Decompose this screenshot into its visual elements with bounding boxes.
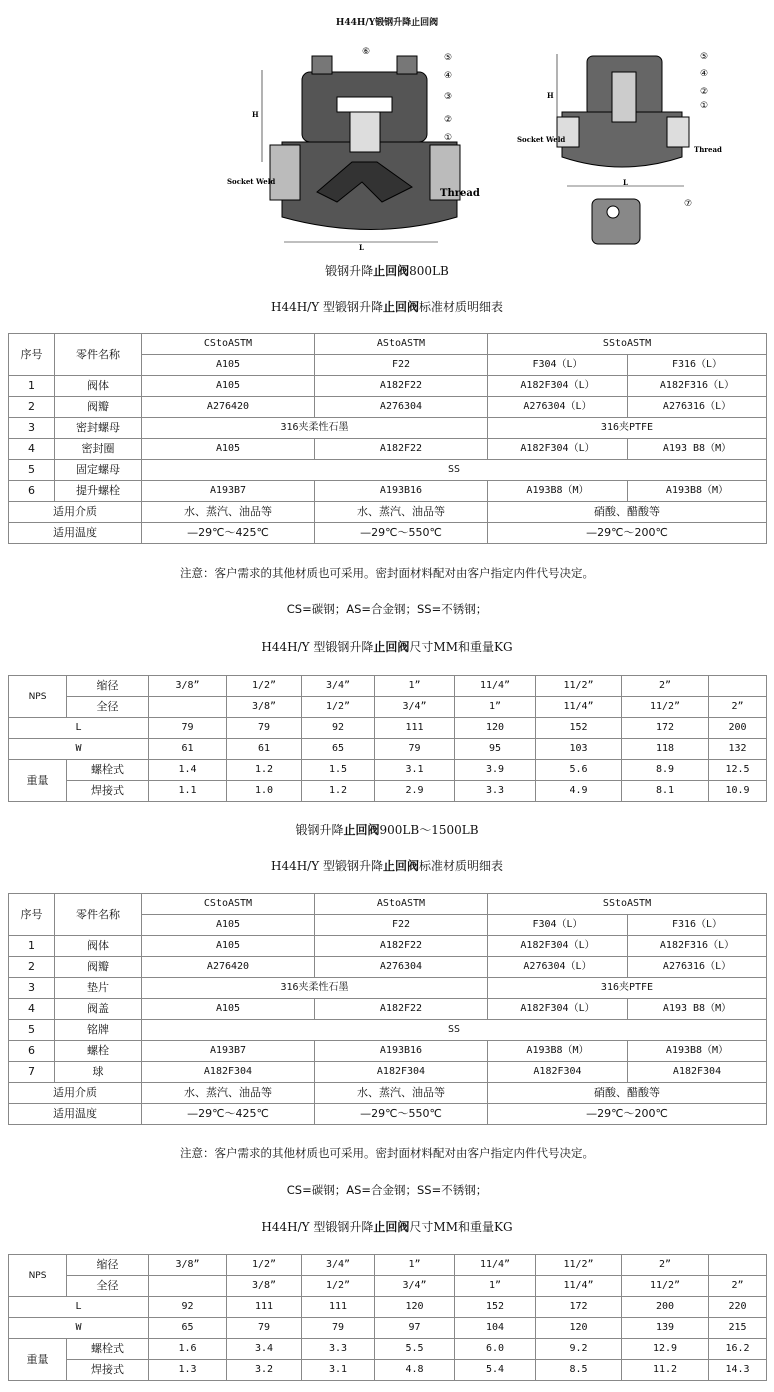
header-cs: CStoASTM (142, 334, 315, 355)
table-cell: 重量 (9, 1339, 67, 1381)
table-cell: A193B8（M） (488, 1041, 628, 1062)
callout-6: ⑥ (362, 47, 371, 57)
text-fragment: 止回阀 (373, 640, 410, 654)
table-cell: A193B8（M） (488, 481, 628, 502)
table-cell: 3.3 (302, 1339, 375, 1360)
table-cell: 7 (9, 1062, 55, 1083)
table-cell: 阀体 (55, 936, 142, 957)
section2-dim-title (0, 1218, 774, 1235)
header-ss-sub2: F316（L） (628, 355, 767, 376)
text-fragment: 尺寸MM和重量KG (409, 640, 513, 654)
table-cell: 水、蒸汽、油品等 (142, 1083, 315, 1104)
table-cell: 全径 (67, 697, 149, 718)
table-cell: 9.2 (536, 1339, 622, 1360)
table-cell: 1” (455, 697, 536, 718)
dim-l-label: L (359, 243, 364, 252)
table-cell: 316夹PTFE (488, 418, 767, 439)
table-cell: 14.3 (709, 1360, 767, 1381)
section2-material-table (8, 893, 767, 1125)
table-cell: 1.2 (302, 781, 375, 802)
table-cell: 10.9 (709, 781, 767, 802)
table-cell: 2” (709, 697, 767, 718)
table-cell: 3.1 (375, 760, 455, 781)
table-cell: A193B8（M） (628, 481, 767, 502)
table-cell: 79 (149, 718, 227, 739)
table-cell: 水、蒸汽、油品等 (315, 502, 488, 523)
table-cell: A193 B8（M） (628, 999, 767, 1020)
table-row (9, 894, 767, 915)
table-cell (709, 676, 767, 697)
table-cell: 2” (622, 1255, 709, 1276)
callout-2-right: ② (700, 87, 709, 97)
table-row (9, 481, 767, 502)
table-cell: 104 (455, 1318, 536, 1339)
table-cell: 1/2” (302, 697, 375, 718)
table-cell: 11/2” (622, 697, 709, 718)
table-cell: 316夹柔性石墨 (142, 978, 488, 999)
table-cell: 1.2 (227, 760, 302, 781)
table-cell: 11/2” (622, 1276, 709, 1297)
table-row (9, 1276, 767, 1297)
dim-l-label-right: L (623, 178, 628, 187)
table-cell: 61 (149, 739, 227, 760)
table-row (9, 676, 767, 697)
table-cell: A193B16 (315, 481, 488, 502)
callout-4: ④ (444, 71, 453, 81)
section2-caption (0, 821, 774, 838)
table-cell: 螺栓式 (67, 760, 149, 781)
table-cell: 79 (302, 1318, 375, 1339)
table-cell: 120 (536, 1318, 622, 1339)
section1-dim-title (0, 638, 774, 655)
table-cell: —29℃～200℃ (488, 1104, 767, 1125)
table-row (9, 739, 767, 760)
text-fragment: H44H/Y 型锻钢升降 (270, 300, 383, 314)
header-as-sub: F22 (315, 355, 488, 376)
text-fragment: 锻钢升降 (325, 264, 374, 278)
table-cell: 密封螺母 (55, 418, 142, 439)
section1-dimension-table (8, 675, 767, 802)
table-cell: 12.5 (709, 760, 767, 781)
table-cell: A105 (142, 999, 315, 1020)
table-cell: F304（L） (488, 915, 628, 936)
table-cell: 2 (9, 397, 55, 418)
header-ss: SStoASTM (488, 334, 767, 355)
table-row (9, 1360, 767, 1381)
table-row (9, 460, 767, 481)
table-cell: 139 (622, 1318, 709, 1339)
table-cell: 79 (227, 1318, 302, 1339)
page-title: H44H/Y锻钢升降止回阀 (335, 18, 439, 28)
table-cell: 92 (149, 1297, 227, 1318)
table-cell: 11/2” (536, 1255, 622, 1276)
table-cell: A193 B8（M） (628, 439, 767, 460)
table-cell: 水、蒸汽、油品等 (315, 1083, 488, 1104)
table-row (9, 523, 767, 544)
table-cell: 79 (227, 718, 302, 739)
table-cell: A105 (142, 439, 315, 460)
valve-diagram-left (222, 42, 492, 257)
header-cs-sub: A105 (142, 355, 315, 376)
table-cell: 5 (9, 1020, 55, 1041)
table-cell: 4.9 (536, 781, 622, 802)
table-cell: A276304 (315, 957, 488, 978)
text-fragment: 止回阀 (382, 300, 419, 314)
text-fragment: 止回阀 (343, 823, 380, 837)
text-fragment: 止回阀 (382, 859, 419, 873)
table-cell: 8.9 (622, 760, 709, 781)
table-cell (149, 1276, 227, 1297)
table-cell: 焊接式 (67, 1360, 149, 1381)
table-cell: 4.8 (375, 1360, 455, 1381)
text-fragment: H44H/Y 型锻钢升降 (261, 1220, 374, 1234)
table-row (9, 1255, 767, 1276)
section1-note: 注意：客户需求的其他材质也可采用。密封面材料配对由客户指定内件代号决定。 (180, 566, 594, 580)
table-cell (149, 697, 227, 718)
table-cell: A182F304 (628, 1062, 767, 1083)
table-cell: 水、蒸汽、油品等 (142, 502, 315, 523)
table-cell: 1/2” (227, 676, 302, 697)
table-cell: 1/2” (227, 1255, 302, 1276)
table-cell: 6 (9, 481, 55, 502)
table-cell: 65 (149, 1318, 227, 1339)
table-cell: A193B16 (315, 1041, 488, 1062)
table-cell: A105 (142, 915, 315, 936)
table-cell: —29℃～550℃ (315, 1104, 488, 1125)
table-row (9, 1318, 767, 1339)
valve-diagram-right (512, 42, 727, 252)
text-fragment: 止回阀 (373, 264, 410, 278)
section2-cs-note: CS=碳钢；AS=合金钢；SS=不锈钢； (286, 1183, 488, 1197)
table-cell: 316夹PTFE (488, 978, 767, 999)
table-cell: 11/4” (455, 676, 536, 697)
table-cell: 200 (622, 1297, 709, 1318)
table-cell: 120 (455, 718, 536, 739)
table-cell: 79 (375, 739, 455, 760)
table-row (9, 978, 767, 999)
table-cell: 132 (709, 739, 767, 760)
table-cell: 11.2 (622, 1360, 709, 1381)
text-fragment: 标准材质明细表 (418, 300, 503, 314)
table-cell: 111 (302, 1297, 375, 1318)
table-cell: 11/2” (536, 676, 622, 697)
table-row (9, 936, 767, 957)
table-cell: W (9, 739, 149, 760)
header-as: AStoASTM (315, 334, 488, 355)
table-cell: 3/4” (375, 697, 455, 718)
table-row (9, 418, 767, 439)
table-cell: A276420 (142, 957, 315, 978)
table-cell: 5.5 (375, 1339, 455, 1360)
table-row (9, 781, 767, 802)
section1-material-table (8, 333, 767, 544)
callout-3: ③ (444, 92, 453, 102)
table-cell: 适用介质 (9, 502, 142, 523)
table-cell: 316夹柔性石墨 (142, 418, 488, 439)
table-cell: 1.3 (149, 1360, 227, 1381)
table-cell: 2” (622, 676, 709, 697)
table-cell: F316（L） (628, 915, 767, 936)
table-row (9, 1041, 767, 1062)
dim-h-label: H (252, 110, 259, 119)
table-row (9, 718, 767, 739)
table-cell: 5 (9, 460, 55, 481)
table-cell: A276304（L） (488, 397, 628, 418)
table-cell: 缩径 (67, 676, 149, 697)
table-cell: —29℃～200℃ (488, 523, 767, 544)
table-cell: A182F304（L） (488, 376, 628, 397)
table-cell: 3.1 (302, 1360, 375, 1381)
table-cell: 11/4” (536, 1276, 622, 1297)
table-cell: 5.6 (536, 760, 622, 781)
table-cell: 3/8” (149, 676, 227, 697)
table-cell: 61 (227, 739, 302, 760)
table-cell: 3 (9, 418, 55, 439)
table-cell: 1.1 (149, 781, 227, 802)
table-cell: 焊接式 (67, 781, 149, 802)
table-cell: AStoASTM (315, 894, 488, 915)
table-cell: 3/8” (227, 697, 302, 718)
table-cell: L (9, 1297, 149, 1318)
callout-1: ① (444, 133, 453, 143)
table-cell: A182F22 (315, 936, 488, 957)
table-row (9, 1104, 767, 1125)
table-cell: 球 (55, 1062, 142, 1083)
table-cell: 1” (375, 676, 455, 697)
table-row (9, 1339, 767, 1360)
table-cell: SStoASTM (488, 894, 767, 915)
table-cell: 提升螺栓 (55, 481, 142, 502)
table-cell: NPS (9, 1255, 67, 1297)
table-cell: 硝酸、醋酸等 (488, 502, 767, 523)
table-cell: 阀瓣 (55, 957, 142, 978)
table-cell: 4 (9, 999, 55, 1020)
table-cell: A193B8（M） (628, 1041, 767, 1062)
table-cell: 重量 (9, 760, 67, 802)
table-cell: 3/4” (302, 1255, 375, 1276)
table-cell: A105 (142, 936, 315, 957)
table-cell: 全径 (67, 1276, 149, 1297)
table-cell: A182F304（L） (488, 439, 628, 460)
socket-weld-label-right: Socket Weld (517, 135, 566, 144)
table-cell: A182F304（L） (488, 936, 628, 957)
callout-1-right: ① (700, 101, 709, 111)
table-cell: 1 (9, 936, 55, 957)
table-cell: —29℃～550℃ (315, 523, 488, 544)
table-cell: 8.5 (536, 1360, 622, 1381)
table-row (9, 397, 767, 418)
section1-material-title (0, 298, 774, 315)
table-cell: 1” (455, 1276, 536, 1297)
table-cell: 铭牌 (55, 1020, 142, 1041)
table-cell: 3.2 (227, 1360, 302, 1381)
callout-4-right: ④ (700, 69, 709, 79)
text-fragment: 尺寸MM和重量KG (409, 1220, 513, 1234)
table-cell: W (9, 1318, 149, 1339)
table-cell: 65 (302, 739, 375, 760)
text-fragment: 止回阀 (373, 1220, 410, 1234)
table-cell: 1/2” (302, 1276, 375, 1297)
table-cell: 152 (536, 718, 622, 739)
table-cell: F22 (315, 915, 488, 936)
table-cell: 4 (9, 439, 55, 460)
thread-label: Thread (440, 188, 480, 199)
table-cell: A276420 (142, 397, 315, 418)
table-cell: 零件名称 (55, 894, 142, 936)
table-cell: 1.6 (149, 1339, 227, 1360)
thread-label-right: Thread (694, 145, 722, 154)
table-cell: 3/4” (302, 676, 375, 697)
table-cell: 硝酸、醋酸等 (488, 1083, 767, 1104)
callout-7-right: ⑦ (684, 199, 693, 209)
table-cell: 200 (709, 718, 767, 739)
table-cell: 固定螺母 (55, 460, 142, 481)
table-cell: —29℃～425℃ (142, 1104, 315, 1125)
table-cell: 11/4” (455, 1255, 536, 1276)
table-cell: 172 (536, 1297, 622, 1318)
table-cell: SS (142, 1020, 767, 1041)
section2-material-title (0, 857, 774, 874)
table-cell: 220 (709, 1297, 767, 1318)
table-cell: SS (142, 460, 767, 481)
table-cell: 92 (302, 718, 375, 739)
table-cell: 3/8” (149, 1255, 227, 1276)
text-fragment: 800LB (409, 264, 449, 278)
dim-h-label-right: H (547, 91, 554, 100)
table-cell: 1” (375, 1255, 455, 1276)
table-cell: 8.1 (622, 781, 709, 802)
table-cell: 密封圈 (55, 439, 142, 460)
table-cell: 97 (375, 1318, 455, 1339)
table-cell: A182F22 (315, 999, 488, 1020)
table-cell: 103 (536, 739, 622, 760)
table-cell: 2 (9, 957, 55, 978)
table-cell: 螺栓式 (67, 1339, 149, 1360)
table-cell: 6 (9, 1041, 55, 1062)
text-fragment: 锻钢升降 (295, 823, 344, 837)
table-cell: 阀盖 (55, 999, 142, 1020)
socket-weld-label: Socket Weld (227, 177, 276, 186)
table-row (9, 1297, 767, 1318)
table-row (9, 1062, 767, 1083)
table-row (9, 760, 767, 781)
table-cell: 适用温度 (9, 1104, 142, 1125)
table-row (9, 376, 767, 397)
table-cell: 3/8” (227, 1276, 302, 1297)
header-part: 零件名称 (55, 334, 142, 376)
table-cell: 118 (622, 739, 709, 760)
table-cell: 1.0 (227, 781, 302, 802)
callout-5-right: ⑤ (700, 52, 709, 62)
table-cell: L (9, 718, 149, 739)
table-cell: 172 (622, 718, 709, 739)
table-cell: 1.5 (302, 760, 375, 781)
section2-dimension-table (8, 1254, 767, 1381)
table-cell: NPS (9, 676, 67, 718)
table-cell: 3.3 (455, 781, 536, 802)
section1-cs-note: CS=碳钢；AS=合金钢；SS=不锈钢； (286, 602, 488, 616)
table-cell: A276316（L） (628, 957, 767, 978)
table-cell (709, 1255, 767, 1276)
section1-caption (0, 262, 774, 279)
table-cell: A182F22 (315, 439, 488, 460)
table-cell: 111 (375, 718, 455, 739)
table-cell: 2” (709, 1276, 767, 1297)
table-cell: 阀体 (55, 376, 142, 397)
table-cell: 阀瓣 (55, 397, 142, 418)
table-cell: 5.4 (455, 1360, 536, 1381)
table-cell: A182F316（L） (628, 936, 767, 957)
table-cell: A193B7 (142, 1041, 315, 1062)
table-cell: 6.0 (455, 1339, 536, 1360)
table-cell: 16.2 (709, 1339, 767, 1360)
table-row (9, 999, 767, 1020)
table-cell: A182F22 (315, 376, 488, 397)
table-cell: 3/4” (375, 1276, 455, 1297)
table-cell: A182F304（L） (488, 999, 628, 1020)
section2-note: 注意：客户需求的其他材质也可采用。密封面材料配对由客户指定内件代号决定。 (180, 1146, 594, 1160)
table-cell: A193B7 (142, 481, 315, 502)
table-cell: A105 (142, 376, 315, 397)
table-cell: 111 (227, 1297, 302, 1318)
table-cell: 适用介质 (9, 1083, 142, 1104)
table-cell: CStoASTM (142, 894, 315, 915)
table-cell: A182F316（L） (628, 376, 767, 397)
table-row (9, 697, 767, 718)
table-cell: A276304 (315, 397, 488, 418)
table-cell: 215 (709, 1318, 767, 1339)
table-row (9, 1020, 767, 1041)
table-cell: A276304（L） (488, 957, 628, 978)
table-cell: 2.9 (375, 781, 455, 802)
text-fragment: H44H/Y 型锻钢升降 (270, 859, 383, 873)
callout-5: ⑤ (444, 53, 453, 63)
header-seq: 序号 (9, 334, 55, 376)
table-row (9, 957, 767, 978)
callout-2: ② (444, 115, 453, 125)
table-cell: 3.9 (455, 760, 536, 781)
table-row (9, 502, 767, 523)
table-cell: 120 (375, 1297, 455, 1318)
table-row (9, 439, 767, 460)
table-cell: A182F304 (315, 1062, 488, 1083)
table-cell: 152 (455, 1297, 536, 1318)
text-fragment: 900LB～1500LB (379, 823, 479, 837)
table-cell: 12.9 (622, 1339, 709, 1360)
table-cell: 1.4 (149, 760, 227, 781)
table-cell: 11/4” (536, 697, 622, 718)
table-cell: A276316（L） (628, 397, 767, 418)
table-cell: —29℃～425℃ (142, 523, 315, 544)
table-cell: 3 (9, 978, 55, 999)
table-cell: 95 (455, 739, 536, 760)
table-row (9, 1083, 767, 1104)
table-cell: A182F304 (142, 1062, 315, 1083)
header-ss-sub1: F304（L） (488, 355, 628, 376)
table-cell: 螺栓 (55, 1041, 142, 1062)
table-cell: 序号 (9, 894, 55, 936)
table-cell: A182F304 (488, 1062, 628, 1083)
text-fragment: 标准材质明细表 (418, 859, 503, 873)
table-cell: 缩径 (67, 1255, 149, 1276)
table-cell: 适用温度 (9, 523, 142, 544)
table-cell: 垫片 (55, 978, 142, 999)
text-fragment: H44H/Y 型锻钢升降 (261, 640, 374, 654)
table-row (9, 334, 767, 355)
table-cell: 1 (9, 376, 55, 397)
table-cell: 3.4 (227, 1339, 302, 1360)
